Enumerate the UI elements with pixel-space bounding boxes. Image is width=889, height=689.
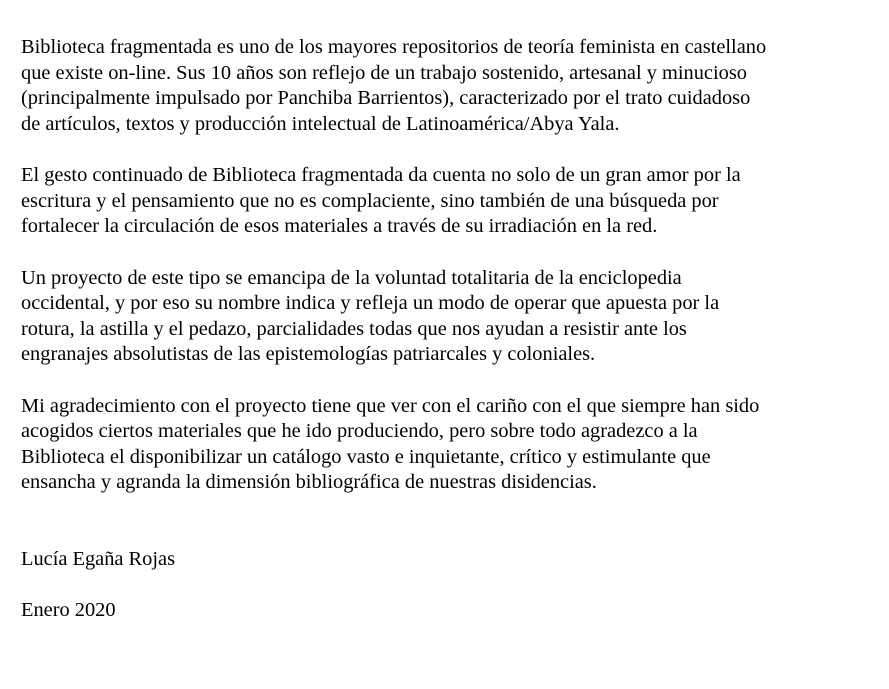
paragraph-gesture: El gesto continuado de Biblioteca fragmentada da cuenta no solo de un gran amor por la escritura y el pensamiento que no es complaciente, sino también de una búsqueda por fortalecer la circulación de esos materiales a través de su irradiación en la red.: [21, 164, 741, 237]
paragraph-project: Un proyecto de este tipo se emancipa de la voluntad totalitaria de la enciclopedia occidental, y por eso su nombre indica y refleja un modo de operar que apuesta por la rotura, la astilla y el pedazo, parcialidades todas que nos ayudan a resistir ante los engranajes absolutistas de las epistemologías patriarcales y coloniales.: [21, 266, 720, 365]
paragraph-intro: Biblioteca fragmentada es uno de los mayores repositorios de teoría feminista en castellano que existe on-line. Sus 10 años son reflejo de un trabajo sostenido, artesanal y minucioso (principalmente impulsado por Panchiba Barrientos), caracterizado por el trato cuidadoso de artículos, textos y producción intelectual de Latinoamérica/Abya Yala.: [21, 36, 767, 135]
document-date: Enero 2020: [21, 599, 116, 621]
paragraph-gratitude: Mi agradecimiento con el proyecto tiene que ver con el cariño con el que siempre han sido acogidos ciertos materiales que he ido produciendo, pero sobre todo agradezco a la Biblioteca el disponibilizar un catálogo vasto e inquietante, crítico y estimulante que ensancha y agranda la dimensión bibliográfica de nuestras disidencias.: [21, 394, 760, 493]
document-body: [21, 35, 881, 624]
author-signature: Lucía Egaña Rojas: [21, 547, 176, 570]
